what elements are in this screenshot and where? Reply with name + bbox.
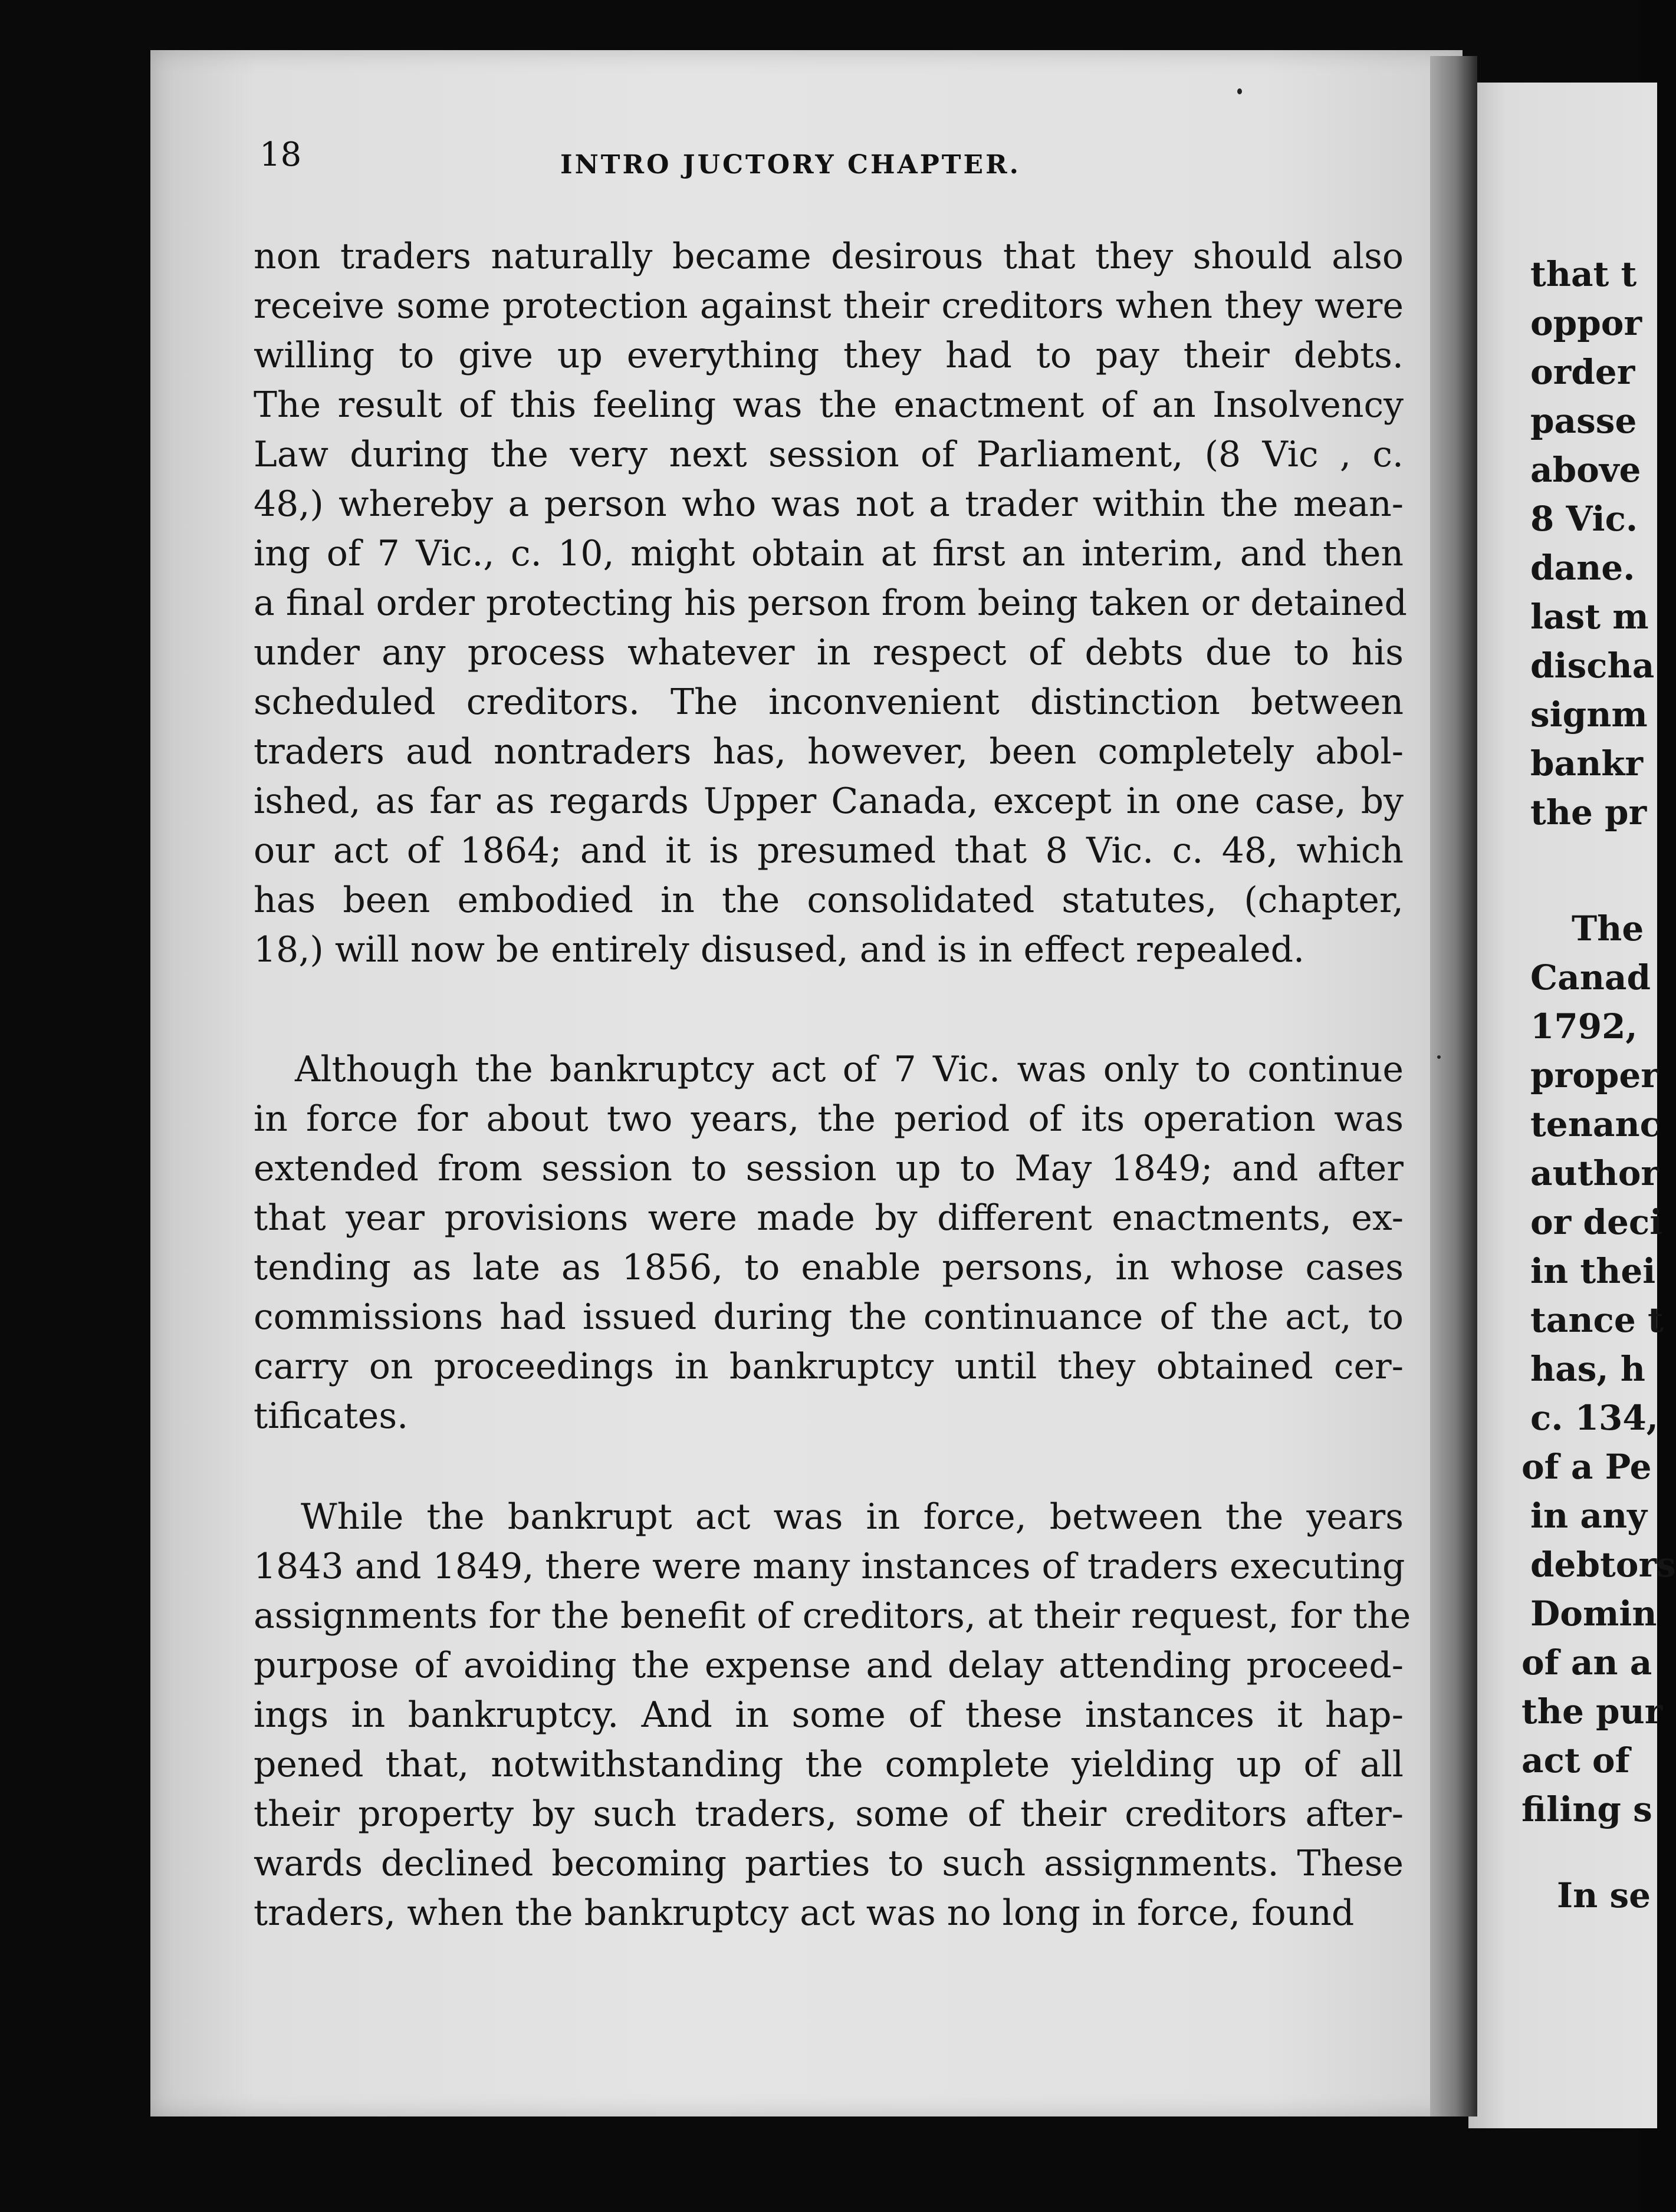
text-line: tending as late as 1856, to enable persons, in whose cases xyxy=(254,1247,1404,1288)
right-text-line: c. 134, xyxy=(1530,1398,1658,1438)
right-text-line: in any xyxy=(1530,1496,1647,1536)
text-line: ished, as far as regards Upper Canada, except in one case, by xyxy=(254,781,1404,822)
right-text-line: 8 Vic. xyxy=(1530,499,1638,539)
text-line: commissions had issued during the continuance of the act, to xyxy=(254,1296,1404,1338)
right-text-line: or deci xyxy=(1530,1202,1663,1242)
text-line: under any process whatever in respect of debts due to his xyxy=(254,632,1404,673)
text-line: willing to give up everything they had to pay their debts. xyxy=(254,335,1404,376)
right-text-line: debtors xyxy=(1530,1545,1676,1585)
right-text-line: signm xyxy=(1530,694,1648,735)
text-line: ings in bankruptcy. And in some of these instances it hap- xyxy=(254,1694,1404,1736)
right-text-line: of a Pe xyxy=(1521,1447,1652,1487)
right-text-line: Canad xyxy=(1530,957,1651,998)
text-line: their property by such traders, some of their creditors after- xyxy=(254,1793,1404,1835)
text-line: traders, when the bankruptcy act was no long in force, found xyxy=(254,1892,1355,1934)
text-line: has been embodied in the consolidated statutes, (chapter, xyxy=(254,880,1404,921)
right-text-line: bankr xyxy=(1530,743,1644,784)
right-text-line: has, h xyxy=(1530,1349,1645,1389)
paragraph-1 xyxy=(254,232,1407,975)
text-line: our act of 1864; and it is presumed that 8 Vic. c. 48, which xyxy=(254,830,1404,871)
page-number: 18 xyxy=(259,136,302,174)
text-line: that year provisions were made by different enactments, ex- xyxy=(254,1197,1404,1239)
text-line: scheduled creditors. The inconvenient distinction between xyxy=(254,682,1404,723)
text-line: receive some protection against their creditors when they were xyxy=(254,285,1404,327)
text-line: assignments for the benefit of creditors, at their request, for the xyxy=(254,1595,1411,1637)
right-text-line: oppor xyxy=(1530,303,1642,343)
text-line: The result of this feeling was the enactment of an Insolvency xyxy=(254,384,1404,426)
speck-mark xyxy=(1237,88,1242,94)
right-text-line: order xyxy=(1530,352,1635,392)
right-text-line: last m xyxy=(1530,597,1649,637)
right-text-line: author xyxy=(1530,1153,1659,1193)
right-text-line: in thei xyxy=(1530,1251,1656,1291)
right-text-line: In se xyxy=(1557,1875,1651,1915)
text-line: non traders naturally became desirous that they should also xyxy=(254,236,1404,277)
text-line: 48,) whereby a person who was not a trader within the mean- xyxy=(254,483,1404,525)
paragraph-3 xyxy=(254,1492,1411,1938)
right-text-line: the pr xyxy=(1530,792,1647,832)
right-text-line: tenanc xyxy=(1530,1104,1661,1144)
paragraph-2 xyxy=(254,1045,1404,1441)
right-text-line: of an a xyxy=(1521,1642,1652,1683)
text-line: Law during the very next session of Parliament, (8 Vic , c. xyxy=(254,434,1404,475)
text-line: 1843 and 1849, there were many instances of traders executing xyxy=(254,1546,1405,1587)
text-line: a final order protecting his person from being taken or detained xyxy=(254,582,1407,624)
book-gutter xyxy=(1430,56,1477,2116)
right-text-line: dane. xyxy=(1530,548,1635,588)
text-line: extended from session to session up to May 1849; and after xyxy=(254,1148,1404,1189)
right-text-line: act of xyxy=(1521,1740,1630,1780)
text-line: traders aud nontraders has, however, been completely abol- xyxy=(254,731,1404,772)
text-line: pened that, notwithstanding the complete yielding up of all xyxy=(254,1744,1404,1785)
right-text-line: filing s xyxy=(1521,1789,1652,1829)
text-line: purpose of avoiding the expense and delay attending proceed- xyxy=(254,1645,1404,1686)
right-text-line: tance t xyxy=(1530,1300,1664,1340)
running-head: INTRO JUCTORY CHAPTER. xyxy=(560,150,1021,180)
right-text-line: proper xyxy=(1530,1055,1659,1095)
text-line: 18,) will now be entirely disused, and is in effect repealed. xyxy=(254,929,1305,970)
right-text-line: the pur xyxy=(1521,1691,1663,1732)
right-text-line: discha xyxy=(1530,646,1655,686)
text-line: ing of 7 Vic., c. 10, might obtain at first an interim, and then xyxy=(254,533,1404,574)
text-line: While the bankrupt act was in force, between the years xyxy=(301,1496,1404,1538)
right-text-line: passe xyxy=(1530,401,1637,441)
text-line: tificates. xyxy=(254,1395,409,1437)
text-line: wards declined becoming parties to such assignments. These xyxy=(254,1843,1404,1884)
right-text-line: Domin xyxy=(1530,1594,1657,1634)
right-text-line: 1792, xyxy=(1530,1006,1638,1046)
right-text-line: above xyxy=(1530,450,1641,490)
text-line: in force for about two years, the period of its operation was xyxy=(254,1098,1404,1140)
right-text-line: The xyxy=(1572,908,1644,949)
speck-mark xyxy=(1437,1055,1441,1059)
text-line: carry on proceedings in bankruptcy until they obtained cer- xyxy=(254,1346,1404,1387)
text-line: Although the bankruptcy act of 7 Vic. was only to continue xyxy=(295,1049,1404,1090)
right-text-line: that t xyxy=(1530,254,1637,294)
